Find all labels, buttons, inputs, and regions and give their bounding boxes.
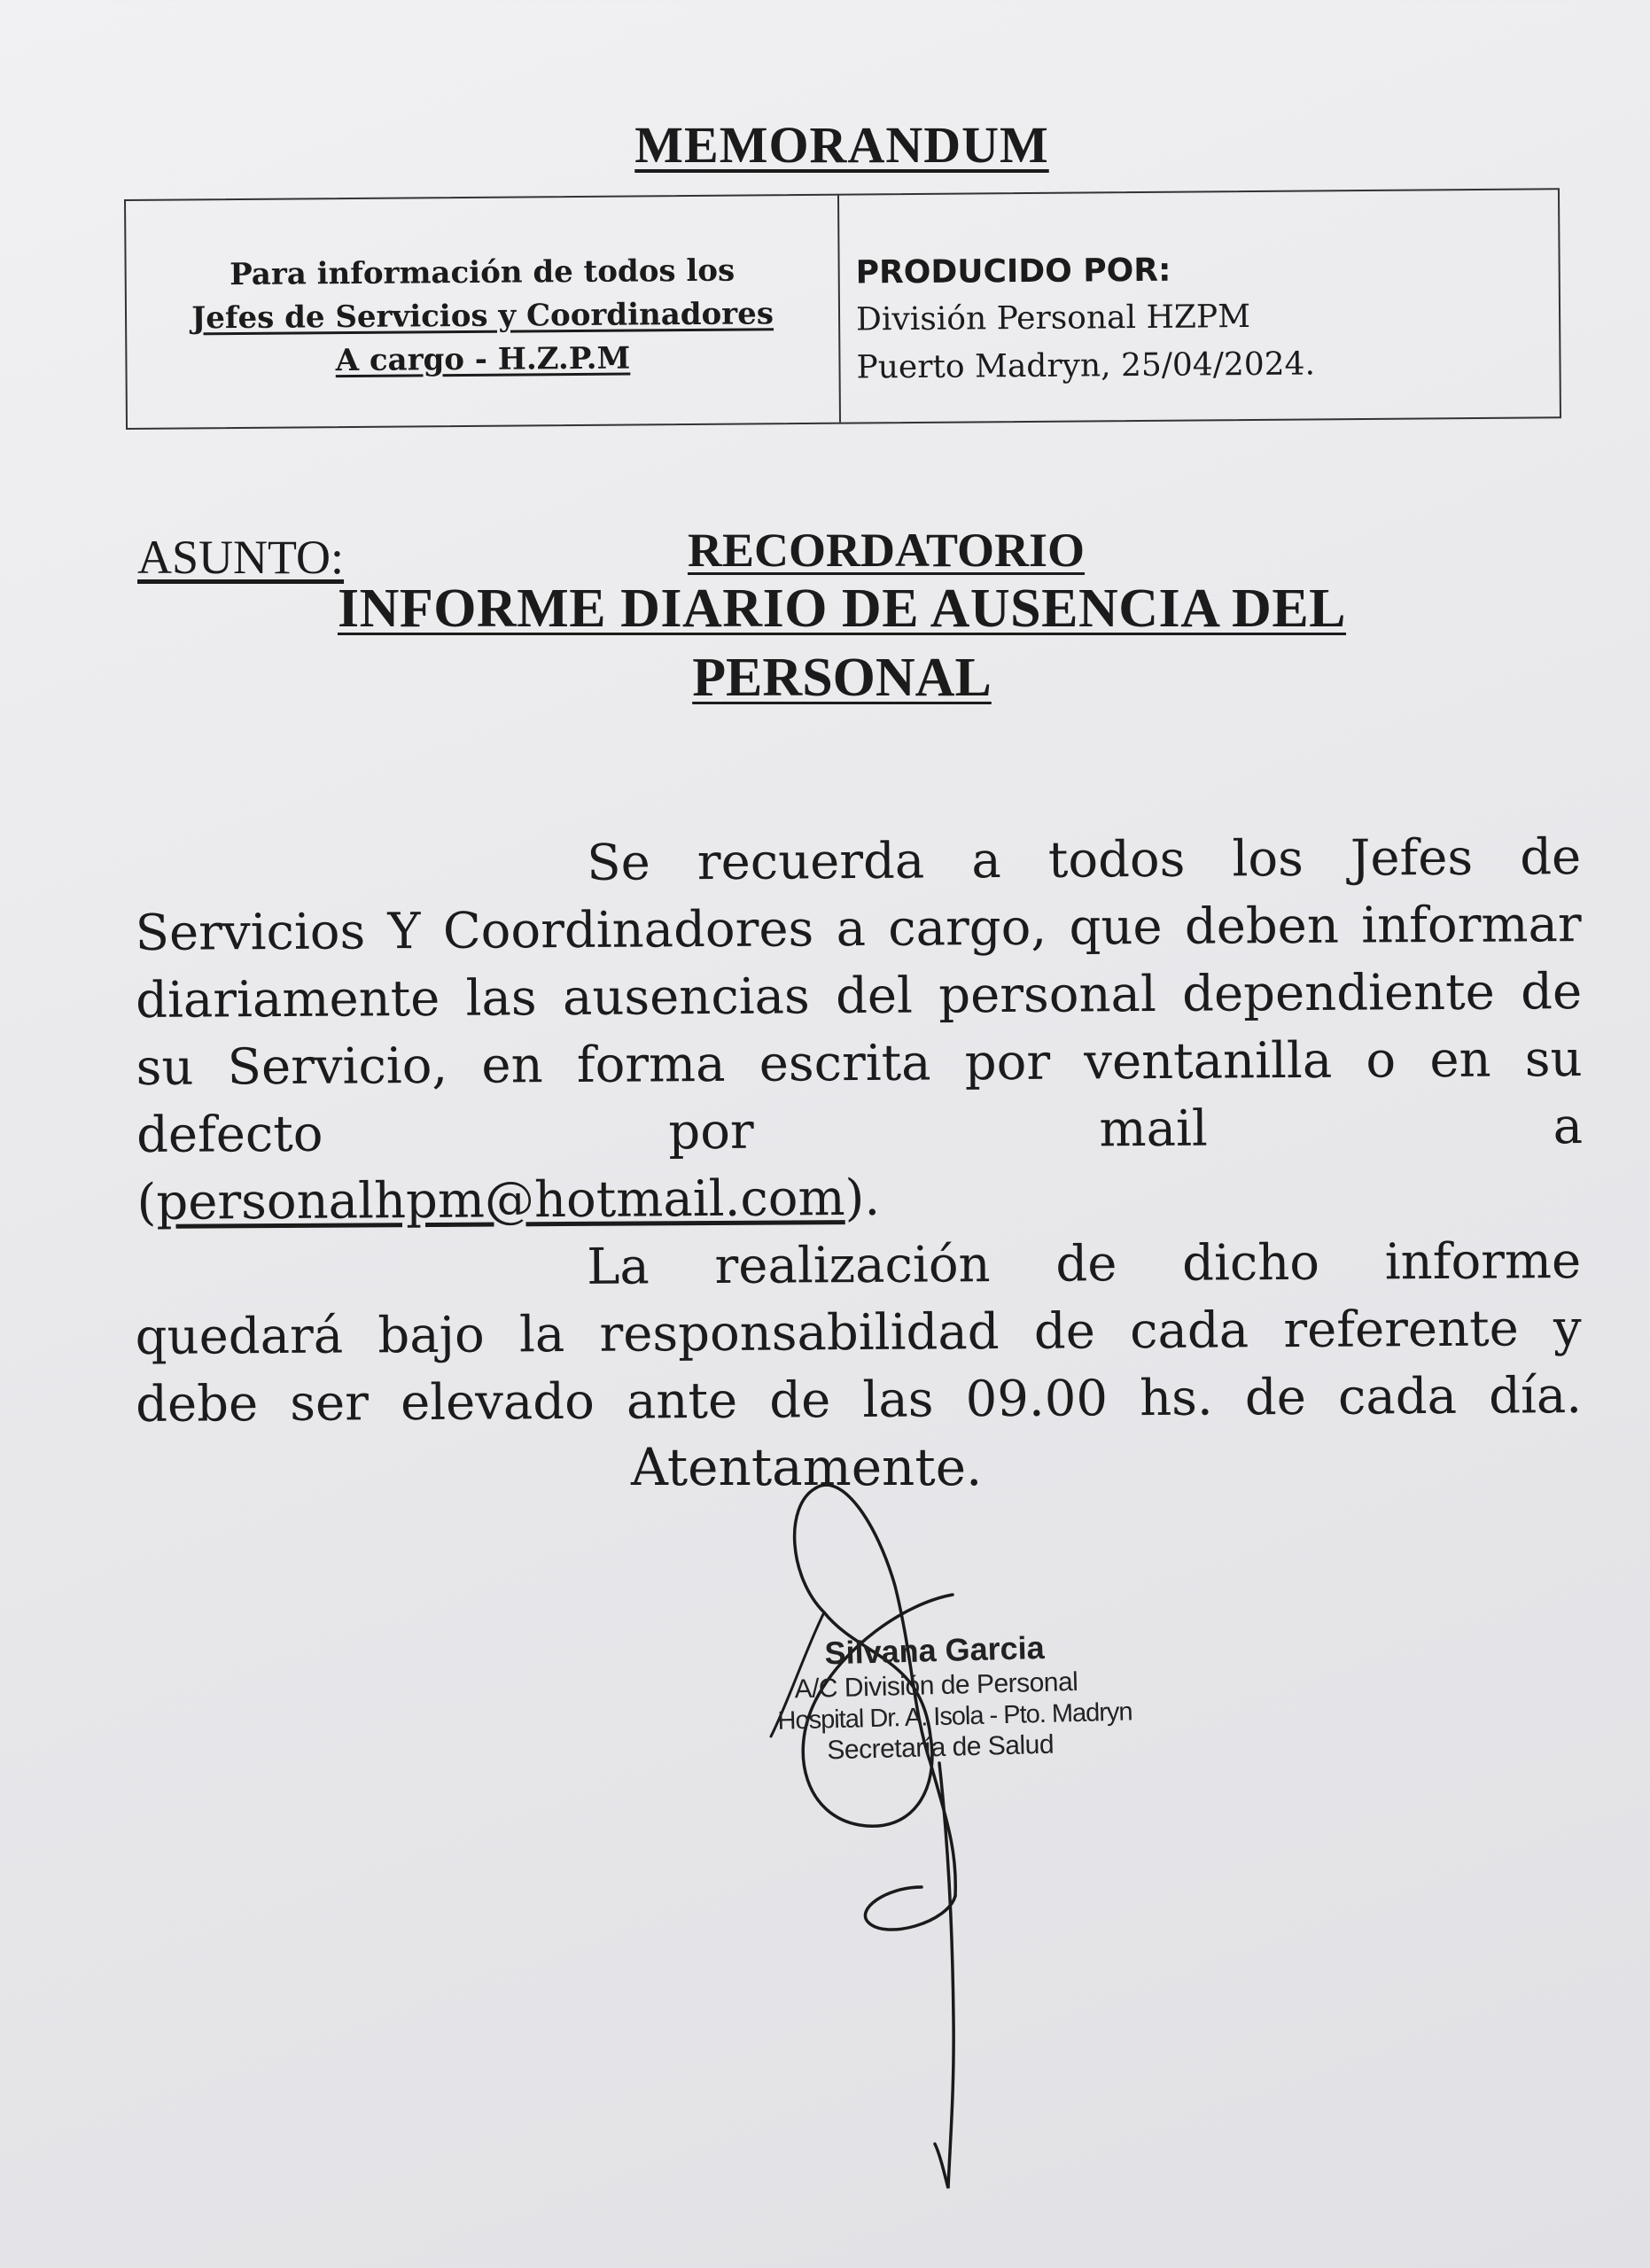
handwritten-signature <box>753 1471 1037 2197</box>
producer-label: PRODUCIDO POR: <box>855 252 1171 291</box>
stamp-line-1: A/C División de Personal <box>794 1666 1078 1705</box>
stamp-name: Silvana Garcia <box>824 1628 1046 1672</box>
recipients-line-2: Jefes de Servicios y Coordinadores <box>191 295 774 336</box>
paragraph-2-first: La realización de dicho informe <box>587 1232 1582 1296</box>
recipients-line-3: A cargo - H.Z.P.M <box>335 340 631 378</box>
subject-label: ASUNTO: <box>137 531 345 584</box>
email-line <box>136 1161 1583 1237</box>
producer-cell <box>839 190 1560 422</box>
email-close-paren: ). <box>844 1169 881 1228</box>
subject-line-2: INFORME DIARIO DE AUSENCIA DEL <box>337 579 1347 639</box>
closing-text: Atentamente. <box>631 1437 983 1497</box>
place-date: Puerto Madryn, 25/04/2024. <box>856 346 1316 386</box>
document-title: MEMORANDUM <box>634 116 1049 174</box>
body-paragraph-1 <box>135 824 1584 1237</box>
subject-line-3: PERSONAL <box>692 648 992 708</box>
paragraph-2-rest: quedará bajo la responsabilidad de cada referente y debe ser elevado ante de las 09.00 hs. de cada día. <box>135 1300 1583 1433</box>
header-table <box>124 188 1561 430</box>
producer-division: División Personal HZPM <box>855 299 1251 338</box>
paragraph-1-text: Se recuerda a todos los Jefes de Servicios Y Coordinadores a cargo, que deben informar diariamente las ausencias del personal dependiente de su Servicio, en forma escrita por ventanilla o en su defecto por mail a <box>135 828 1584 1164</box>
stamp-line-3: Secretaría de Salud <box>826 1729 1055 1766</box>
subject-line-1: RECORDATORIO <box>687 524 1086 577</box>
stamp-line-2: Hospital Dr. A. Isola - Pto. Madryn <box>777 1697 1132 1736</box>
body-paragraph-2 <box>135 1228 1582 1439</box>
email-open-paren: ( <box>136 1173 157 1231</box>
signature-stamp <box>771 1626 1133 1768</box>
recipients-line-1: Para información de todos los <box>230 252 735 292</box>
recipients-cell <box>126 196 841 428</box>
email-link[interactable]: personalhpm@hotmail.com <box>156 1169 845 1231</box>
